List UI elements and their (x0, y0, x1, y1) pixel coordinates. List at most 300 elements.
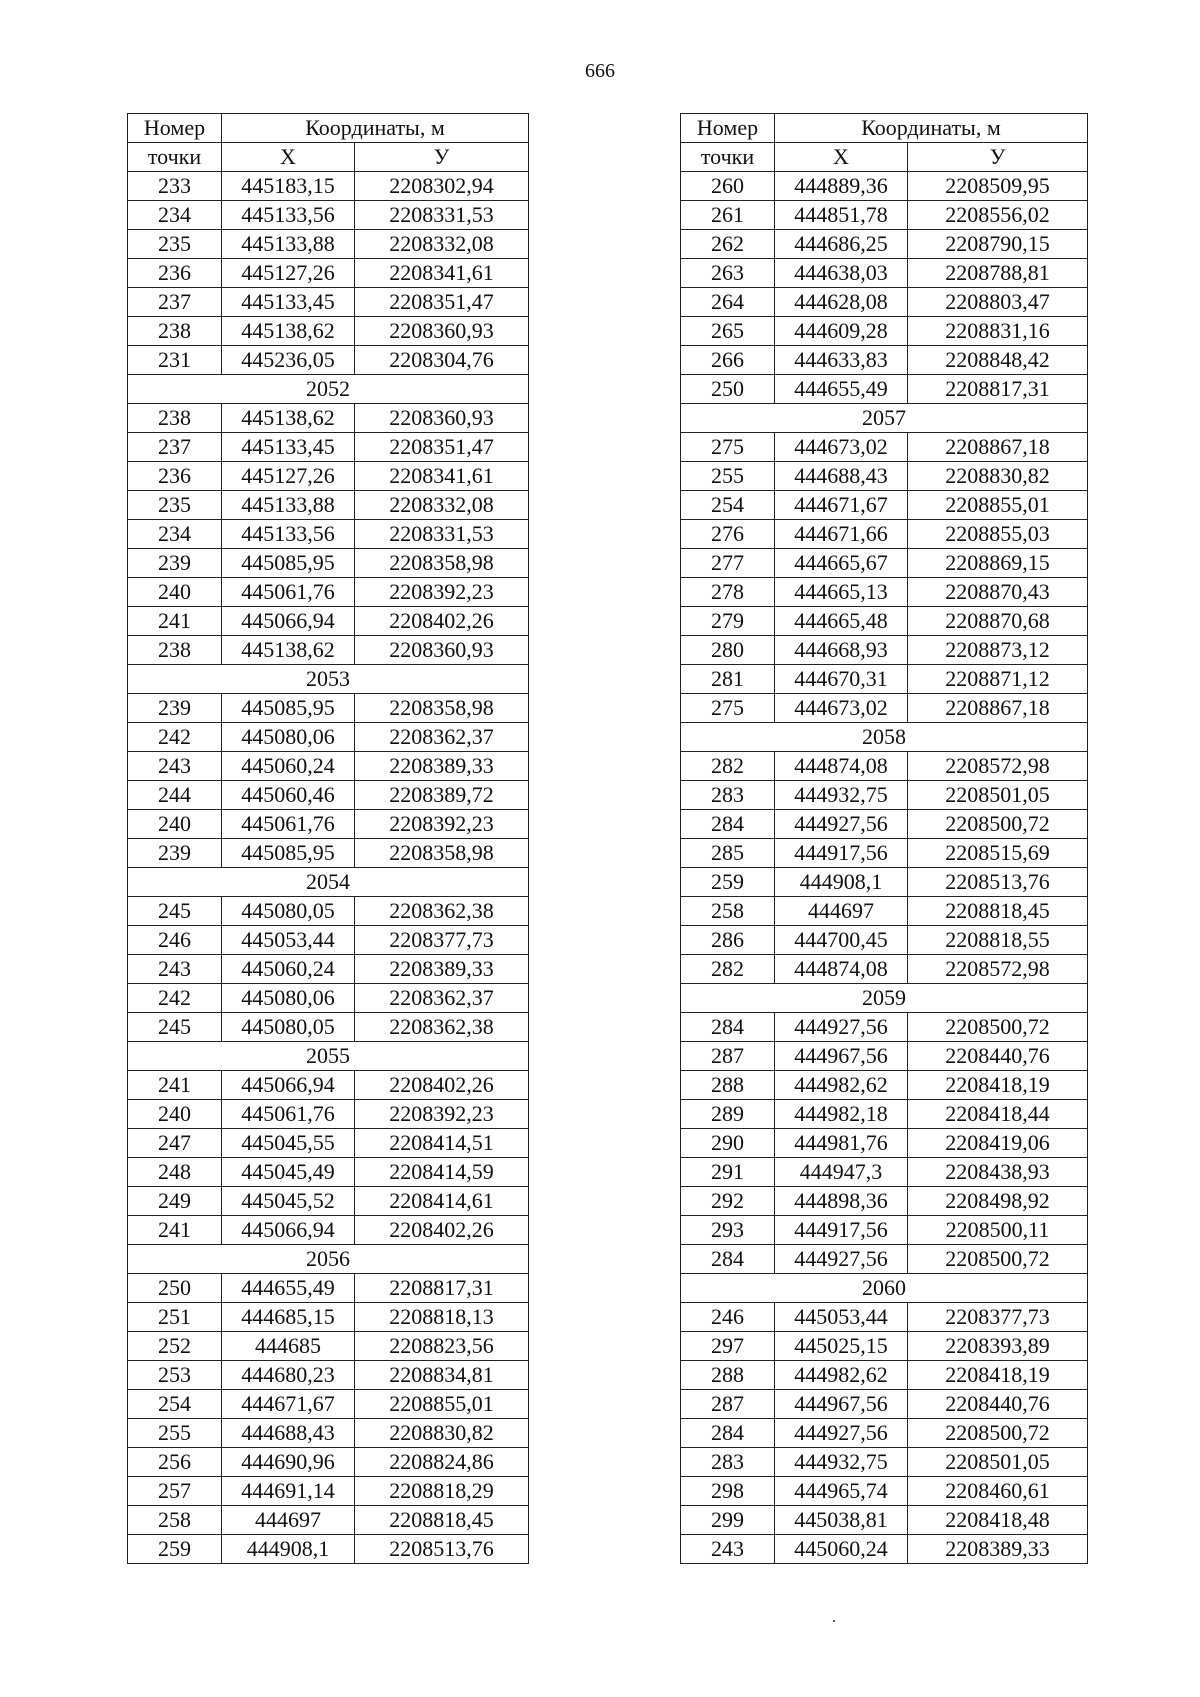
x-coordinate-cell: 444638,03 (775, 259, 908, 288)
y-coordinate-cell: 2208817,31 (908, 375, 1088, 404)
y-coordinate-cell: 2208824,86 (355, 1448, 529, 1477)
point-number-cell: 243 (681, 1535, 775, 1564)
point-number-cell: 264 (681, 288, 775, 317)
y-coordinate-cell: 2208830,82 (908, 462, 1088, 491)
x-coordinate-cell: 445127,26 (222, 462, 355, 491)
point-number-cell: 251 (128, 1303, 222, 1332)
table-row (128, 259, 529, 288)
x-coordinate-cell: 445080,05 (222, 1013, 355, 1042)
table-row (128, 1448, 529, 1477)
table-row (681, 1332, 1088, 1361)
x-coordinate-cell: 445060,24 (775, 1535, 908, 1564)
table-row (681, 1390, 1088, 1419)
y-coordinate-cell: 2208873,12 (908, 636, 1088, 665)
x-coordinate-cell: 445060,46 (222, 781, 355, 810)
y-coordinate-cell: 2208332,08 (355, 230, 529, 259)
y-coordinate-cell: 2208572,98 (908, 955, 1088, 984)
x-coordinate-cell: 445138,62 (222, 404, 355, 433)
point-number-cell: 293 (681, 1216, 775, 1245)
y-coordinate-cell: 2208362,37 (355, 984, 529, 1013)
point-number-cell: 284 (681, 1013, 775, 1042)
y-coordinate-cell: 2208377,73 (355, 926, 529, 955)
table-row (681, 549, 1088, 578)
point-number-cell: 234 (128, 201, 222, 230)
y-coordinate-cell: 2208500,11 (908, 1216, 1088, 1245)
x-coordinate-cell: 444927,56 (775, 1013, 908, 1042)
point-number-cell: 256 (128, 1448, 222, 1477)
group-header-row (128, 665, 529, 694)
point-number-cell: 259 (681, 868, 775, 897)
x-coordinate-cell: 444628,08 (775, 288, 908, 317)
x-coordinate-cell: 444685,15 (222, 1303, 355, 1332)
y-header: У (355, 143, 529, 172)
table-row (128, 1361, 529, 1390)
x-coordinate-cell: 445085,95 (222, 549, 355, 578)
y-coordinate-cell: 2208414,59 (355, 1158, 529, 1187)
y-coordinate-cell: 2208360,93 (355, 317, 529, 346)
table-row (681, 201, 1088, 230)
group-header-row (128, 375, 529, 404)
x-coordinate-cell: 444917,56 (775, 1216, 908, 1245)
y-coordinate-cell: 2208509,95 (908, 172, 1088, 201)
table-row (128, 897, 529, 926)
x-coordinate-cell: 445060,24 (222, 955, 355, 984)
point-number-header: Номер (681, 114, 775, 143)
x-coordinate-cell: 444697 (775, 897, 908, 926)
point-number-cell: 266 (681, 346, 775, 375)
point-number-cell: 241 (128, 1216, 222, 1245)
table-row (128, 781, 529, 810)
point-number-cell: 258 (681, 897, 775, 926)
y-coordinate-cell: 2208418,48 (908, 1506, 1088, 1535)
y-coordinate-cell: 2208831,16 (908, 317, 1088, 346)
y-coordinate-cell: 2208513,76 (908, 868, 1088, 897)
table-row (681, 694, 1088, 723)
group-number-cell: 2060 (681, 1274, 1088, 1303)
point-number-cell: 289 (681, 1100, 775, 1129)
x-coordinate-cell: 444947,3 (775, 1158, 908, 1187)
y-coordinate-cell: 2208867,18 (908, 433, 1088, 462)
point-number-cell: 237 (128, 288, 222, 317)
table-row (681, 230, 1088, 259)
y-coordinate-cell: 2208418,19 (908, 1361, 1088, 1390)
point-number-cell: 254 (128, 1390, 222, 1419)
table-row (681, 346, 1088, 375)
x-coordinate-cell: 445038,81 (775, 1506, 908, 1535)
point-number-cell: 284 (681, 1245, 775, 1274)
y-coordinate-cell: 2208855,01 (908, 491, 1088, 520)
table-row (128, 1216, 529, 1245)
point-number-cell: 250 (128, 1274, 222, 1303)
table-row (128, 230, 529, 259)
x-coordinate-cell: 445133,45 (222, 433, 355, 462)
y-coordinate-cell: 2208360,93 (355, 404, 529, 433)
x-coordinate-cell: 444697 (222, 1506, 355, 1535)
table-row (681, 839, 1088, 868)
x-coordinate-cell: 445127,26 (222, 259, 355, 288)
x-coordinate-cell: 444688,43 (775, 462, 908, 491)
table-row (128, 1390, 529, 1419)
y-coordinate-cell: 2208332,08 (355, 491, 529, 520)
x-coordinate-cell: 445045,55 (222, 1129, 355, 1158)
y-coordinate-cell: 2208871,12 (908, 665, 1088, 694)
y-coordinate-cell: 2208341,61 (355, 462, 529, 491)
x-coordinate-cell: 444932,75 (775, 1448, 908, 1477)
x-header: X (222, 143, 355, 172)
table-row (681, 1187, 1088, 1216)
table-row (681, 462, 1088, 491)
x-coordinate-cell: 444965,74 (775, 1477, 908, 1506)
group-number-cell: 2055 (128, 1042, 529, 1071)
y-coordinate-cell: 2208440,76 (908, 1042, 1088, 1071)
y-coordinate-cell: 2208788,81 (908, 259, 1088, 288)
table-row (128, 462, 529, 491)
point-number-cell: 244 (128, 781, 222, 810)
table-row (681, 665, 1088, 694)
point-number-cell: 261 (681, 201, 775, 230)
table-row (681, 433, 1088, 462)
y-coordinate-cell: 2208362,37 (355, 723, 529, 752)
x-coordinate-cell: 444670,31 (775, 665, 908, 694)
table-row (681, 1477, 1088, 1506)
x-coordinate-cell: 445061,76 (222, 578, 355, 607)
point-number-cell: 287 (681, 1390, 775, 1419)
point-number-cell: 283 (681, 1448, 775, 1477)
point-number-cell: 239 (128, 549, 222, 578)
coordinates-header: Координаты, м (222, 114, 529, 143)
point-number-cell: 245 (128, 1013, 222, 1042)
y-coordinate-cell: 2208870,43 (908, 578, 1088, 607)
table-row (128, 1071, 529, 1100)
x-coordinate-cell: 444700,45 (775, 926, 908, 955)
y-coordinate-cell: 2208414,51 (355, 1129, 529, 1158)
point-number-cell: 282 (681, 955, 775, 984)
table-row (681, 955, 1088, 984)
table-row (681, 1042, 1088, 1071)
table-row (681, 1535, 1088, 1564)
table-row (681, 1245, 1088, 1274)
point-number-cell: 276 (681, 520, 775, 549)
x-coordinate-cell: 444691,14 (222, 1477, 355, 1506)
point-number-cell: 236 (128, 259, 222, 288)
group-header-row (128, 1042, 529, 1071)
y-coordinate-cell: 2208351,47 (355, 288, 529, 317)
x-coordinate-cell: 444655,49 (775, 375, 908, 404)
scan-speck (833, 1620, 835, 1622)
table-row (681, 1071, 1088, 1100)
x-coordinate-cell: 445045,52 (222, 1187, 355, 1216)
point-number-cell: 287 (681, 1042, 775, 1071)
y-coordinate-cell: 2208377,73 (908, 1303, 1088, 1332)
point-number-cell: 241 (128, 1071, 222, 1100)
x-coordinate-cell: 444967,56 (775, 1042, 908, 1071)
table-row (681, 1216, 1088, 1245)
point-number-cell: 257 (128, 1477, 222, 1506)
point-number-cell: 277 (681, 549, 775, 578)
x-coordinate-cell: 444665,48 (775, 607, 908, 636)
x-coordinate-cell: 444668,93 (775, 636, 908, 665)
x-coordinate-cell: 444685 (222, 1332, 355, 1361)
x-coordinate-cell: 444898,36 (775, 1187, 908, 1216)
table-row (128, 172, 529, 201)
x-coordinate-cell: 444671,67 (222, 1390, 355, 1419)
table-row (128, 491, 529, 520)
x-coordinate-cell: 444908,1 (222, 1535, 355, 1564)
point-number-cell: 265 (681, 317, 775, 346)
table-row (128, 1274, 529, 1303)
x-coordinate-cell: 445133,56 (222, 201, 355, 230)
table-row (128, 636, 529, 665)
x-coordinate-cell: 444686,25 (775, 230, 908, 259)
x-coordinate-cell: 445045,49 (222, 1158, 355, 1187)
y-coordinate-cell: 2208818,29 (355, 1477, 529, 1506)
coordinates-table-left (127, 113, 529, 1564)
x-coordinate-cell: 444874,08 (775, 752, 908, 781)
point-number-cell: 235 (128, 491, 222, 520)
point-number-cell: 263 (681, 259, 775, 288)
table-row (681, 1100, 1088, 1129)
y-coordinate-cell: 2208460,61 (908, 1477, 1088, 1506)
table-row (128, 578, 529, 607)
x-coordinate-cell: 444982,62 (775, 1071, 908, 1100)
y-coordinate-cell: 2208358,98 (355, 839, 529, 868)
table-row (681, 578, 1088, 607)
x-coordinate-cell: 444671,67 (775, 491, 908, 520)
y-coordinate-cell: 2208393,89 (908, 1332, 1088, 1361)
x-coordinate-cell: 445066,94 (222, 1216, 355, 1245)
y-coordinate-cell: 2208501,05 (908, 1448, 1088, 1477)
y-coordinate-cell: 2208419,06 (908, 1129, 1088, 1158)
table-row (681, 810, 1088, 839)
x-coordinate-cell: 444981,76 (775, 1129, 908, 1158)
y-coordinate-cell: 2208556,02 (908, 201, 1088, 230)
table-row (128, 1332, 529, 1361)
x-coordinate-cell: 445053,44 (775, 1303, 908, 1332)
point-number-cell: 240 (128, 1100, 222, 1129)
y-coordinate-cell: 2208818,13 (355, 1303, 529, 1332)
group-number-cell: 2052 (128, 375, 529, 404)
y-coordinate-cell: 2208803,47 (908, 288, 1088, 317)
table-row (681, 636, 1088, 665)
point-number-cell: 258 (128, 1506, 222, 1535)
table-row (128, 1100, 529, 1129)
table-row (681, 375, 1088, 404)
y-coordinate-cell: 2208501,05 (908, 781, 1088, 810)
point-number-cell: 298 (681, 1477, 775, 1506)
y-coordinate-cell: 2208351,47 (355, 433, 529, 462)
table-row (128, 288, 529, 317)
table-row (128, 839, 529, 868)
x-coordinate-cell: 445133,88 (222, 491, 355, 520)
point-number-cell: 242 (128, 984, 222, 1013)
x-coordinate-cell: 444874,08 (775, 955, 908, 984)
y-coordinate-cell: 2208362,38 (355, 1013, 529, 1042)
point-number-cell: 291 (681, 1158, 775, 1187)
x-coordinate-cell: 445085,95 (222, 839, 355, 868)
x-coordinate-cell: 445080,06 (222, 723, 355, 752)
table-row (681, 172, 1088, 201)
y-coordinate-cell: 2208855,03 (908, 520, 1088, 549)
table-row (681, 288, 1088, 317)
y-coordinate-cell: 2208848,42 (908, 346, 1088, 375)
table-row (128, 346, 529, 375)
y-coordinate-cell: 2208869,15 (908, 549, 1088, 578)
x-coordinate-cell: 445133,56 (222, 520, 355, 549)
table-row (128, 1158, 529, 1187)
table-row (128, 1535, 529, 1564)
x-coordinate-cell: 445053,44 (222, 926, 355, 955)
x-coordinate-cell: 445236,05 (222, 346, 355, 375)
point-number-cell: 250 (681, 375, 775, 404)
point-number-cell: 249 (128, 1187, 222, 1216)
table-row (128, 520, 529, 549)
group-number-cell: 2057 (681, 404, 1088, 433)
table-row (128, 752, 529, 781)
x-header: X (775, 143, 908, 172)
y-coordinate-cell: 2208392,23 (355, 578, 529, 607)
table-row (681, 607, 1088, 636)
x-coordinate-cell: 445025,15 (775, 1332, 908, 1361)
x-coordinate-cell: 445138,62 (222, 317, 355, 346)
point-number-cell: 255 (128, 1419, 222, 1448)
y-coordinate-cell: 2208389,33 (355, 955, 529, 984)
point-number-cell: 292 (681, 1187, 775, 1216)
table-row (681, 1013, 1088, 1042)
x-coordinate-cell: 444673,02 (775, 433, 908, 462)
y-coordinate-cell: 2208817,31 (355, 1274, 529, 1303)
y-coordinate-cell: 2208331,53 (355, 520, 529, 549)
point-number-cell: 299 (681, 1506, 775, 1535)
x-coordinate-cell: 444982,18 (775, 1100, 908, 1129)
x-coordinate-cell: 445061,76 (222, 1100, 355, 1129)
y-coordinate-cell: 2208440,76 (908, 1390, 1088, 1419)
table-row (128, 201, 529, 230)
table-row (128, 810, 529, 839)
table-row (681, 1361, 1088, 1390)
y-coordinate-cell: 2208358,98 (355, 694, 529, 723)
table-row (128, 926, 529, 955)
table-row (681, 897, 1088, 926)
y-coordinate-cell: 2208304,76 (355, 346, 529, 375)
point-number-cell: 283 (681, 781, 775, 810)
table-row (128, 1129, 529, 1158)
point-number-cell: 237 (128, 433, 222, 462)
y-coordinate-cell: 2208834,81 (355, 1361, 529, 1390)
table-row (681, 1129, 1088, 1158)
table-row (681, 259, 1088, 288)
point-number-cell: 260 (681, 172, 775, 201)
point-number-header-line2: точки (681, 143, 775, 172)
table-row (681, 1158, 1088, 1187)
table-row (681, 1506, 1088, 1535)
table-body (128, 172, 529, 1564)
x-coordinate-cell: 444655,49 (222, 1274, 355, 1303)
y-coordinate-cell: 2208392,23 (355, 1100, 529, 1129)
point-number-cell: 242 (128, 723, 222, 752)
table-row (681, 1303, 1088, 1332)
group-header-row (128, 868, 529, 897)
y-coordinate-cell: 2208830,82 (355, 1419, 529, 1448)
point-number-cell: 259 (128, 1535, 222, 1564)
x-coordinate-cell: 444665,67 (775, 549, 908, 578)
table-row (128, 694, 529, 723)
point-number-cell: 281 (681, 665, 775, 694)
y-coordinate-cell: 2208867,18 (908, 694, 1088, 723)
point-number-cell: 238 (128, 636, 222, 665)
point-number-cell: 238 (128, 404, 222, 433)
point-number-cell: 246 (681, 1303, 775, 1332)
table-row (128, 317, 529, 346)
table-row (681, 317, 1088, 346)
y-coordinate-cell: 2208870,68 (908, 607, 1088, 636)
point-number-cell: 286 (681, 926, 775, 955)
point-number-cell: 282 (681, 752, 775, 781)
table-row (128, 404, 529, 433)
table-row (681, 781, 1088, 810)
point-number-cell: 280 (681, 636, 775, 665)
table-row (128, 1013, 529, 1042)
group-header-row (128, 1245, 529, 1274)
group-header-row (681, 723, 1088, 752)
point-number-cell: 243 (128, 955, 222, 984)
point-number-header-line2: точки (128, 143, 222, 172)
x-coordinate-cell: 444851,78 (775, 201, 908, 230)
x-coordinate-cell: 445066,94 (222, 607, 355, 636)
point-number-cell: 235 (128, 230, 222, 259)
y-coordinate-cell: 2208500,72 (908, 810, 1088, 839)
x-coordinate-cell: 444967,56 (775, 1390, 908, 1419)
point-number-cell: 279 (681, 607, 775, 636)
x-coordinate-cell: 445133,45 (222, 288, 355, 317)
x-coordinate-cell: 444690,96 (222, 1448, 355, 1477)
y-coordinate-cell: 2208389,72 (355, 781, 529, 810)
x-coordinate-cell: 445060,24 (222, 752, 355, 781)
point-number-cell: 278 (681, 578, 775, 607)
table-row (681, 752, 1088, 781)
point-number-cell: 247 (128, 1129, 222, 1158)
y-coordinate-cell: 2208818,55 (908, 926, 1088, 955)
y-coordinate-cell: 2208360,93 (355, 636, 529, 665)
y-header: У (908, 143, 1088, 172)
x-coordinate-cell: 444609,28 (775, 317, 908, 346)
group-number-cell: 2056 (128, 1245, 529, 1274)
y-coordinate-cell: 2208389,33 (355, 752, 529, 781)
y-coordinate-cell: 2208418,19 (908, 1071, 1088, 1100)
y-coordinate-cell: 2208572,98 (908, 752, 1088, 781)
x-coordinate-cell: 444889,36 (775, 172, 908, 201)
y-coordinate-cell: 2208790,15 (908, 230, 1088, 259)
group-number-cell: 2059 (681, 984, 1088, 1013)
y-coordinate-cell: 2208500,72 (908, 1245, 1088, 1274)
point-number-cell: 288 (681, 1361, 775, 1390)
y-coordinate-cell: 2208392,23 (355, 810, 529, 839)
x-coordinate-cell: 444908,1 (775, 868, 908, 897)
y-coordinate-cell: 2208818,45 (355, 1506, 529, 1535)
point-number-cell: 231 (128, 346, 222, 375)
point-number-cell: 254 (681, 491, 775, 520)
group-header-row (681, 404, 1088, 433)
x-coordinate-cell: 445183,15 (222, 172, 355, 201)
point-number-cell: 245 (128, 897, 222, 926)
x-coordinate-cell: 445133,88 (222, 230, 355, 259)
group-number-cell: 2053 (128, 665, 529, 694)
table-row (128, 433, 529, 462)
group-header-row (681, 1274, 1088, 1303)
table-row (681, 868, 1088, 897)
group-header-row (681, 984, 1088, 1013)
table-row (681, 491, 1088, 520)
y-coordinate-cell: 2208818,45 (908, 897, 1088, 926)
